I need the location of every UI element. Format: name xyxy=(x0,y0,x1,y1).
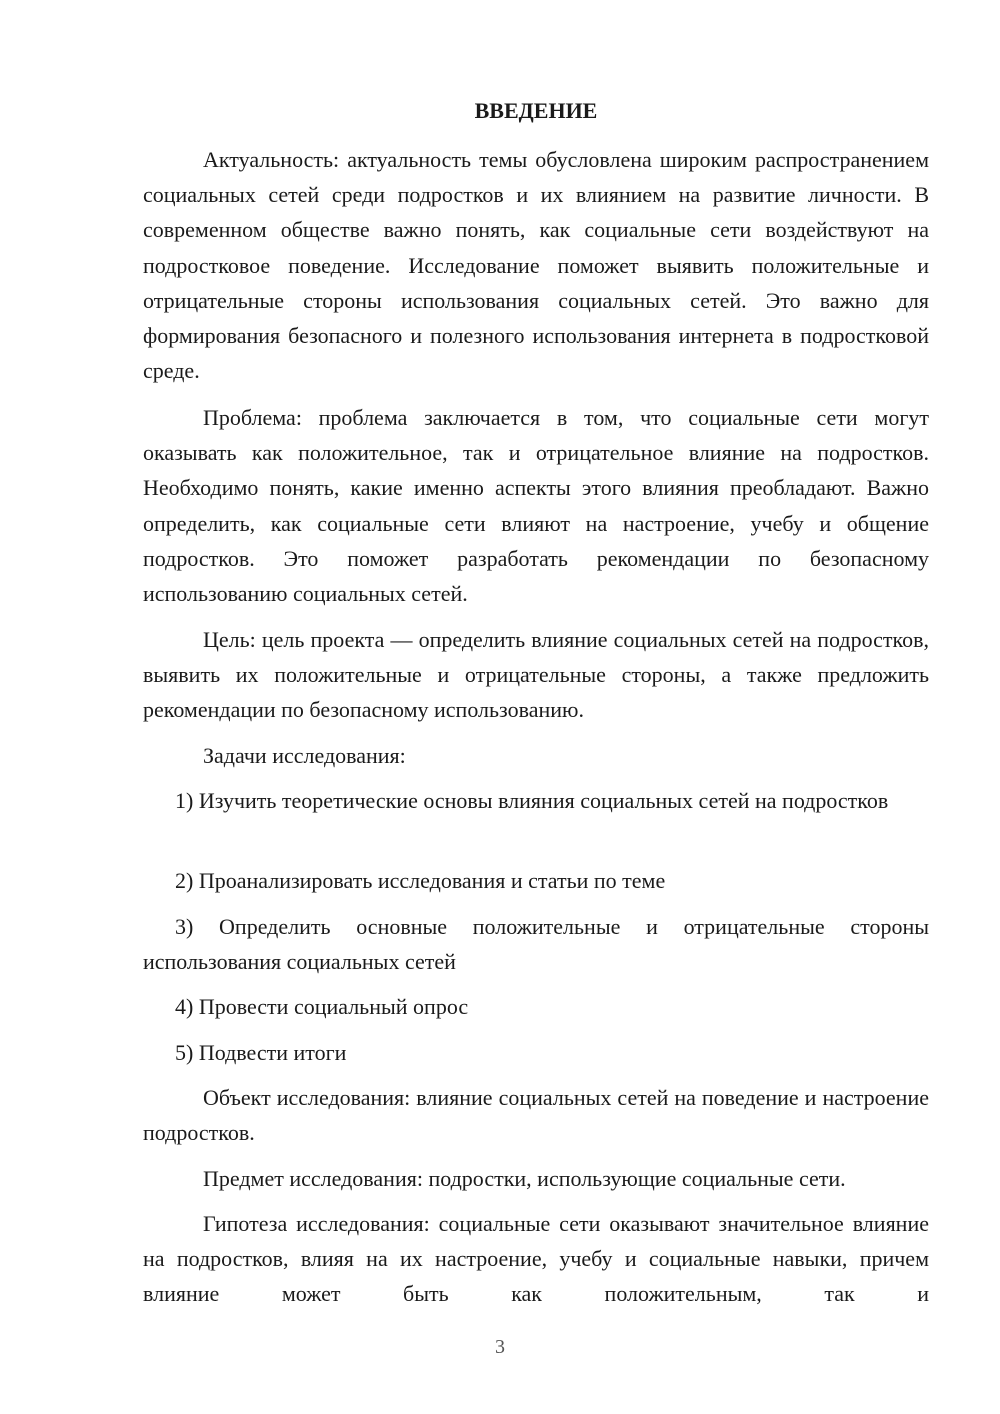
task-item-5: 5) Подвести итоги xyxy=(175,1040,347,1065)
paragraph-goal: Цель: цель проекта — определить влияние социальных сетей на подростков, выявить их положительные и отрицательные стороны, а также предложить рекомендации по безопасному использованию. xyxy=(143,627,929,723)
task-item-4: 4) Провести социальный опрос xyxy=(175,994,469,1019)
page-number: 3 xyxy=(495,1336,505,1358)
tasks-title: Задачи исследования: xyxy=(203,743,406,768)
paragraph-problem: Проблема: проблема заключается в том, что социальные сети могут оказывать как положительное, так и отрицательное влияние на подростков. Необходимо понять, какие именно аспекты этого влияния преобладают. Важно определить, как социальные сети влияют на настроение, учебу и общение подростков. Это поможет разработать рекомендации по безопасному использованию социальных сетей. xyxy=(143,405,929,607)
paragraph-subject: Предмет исследования: подростки, использующие социальные сети. xyxy=(203,1166,846,1191)
task-item-3: 3) Определить основные положительные и отрицательные стороны использования социальных сетей xyxy=(143,914,929,975)
section-heading: ВВЕДЕНИЕ xyxy=(474,98,598,123)
paragraph-relevance: Актуальность: актуальность темы обусловлена широким распространением социальных сетей среди подростков и их влиянием на развитие личности. В современном обществе важно понять, как социальные сети воздействуют на подростковое поведение. Исследование поможет выявить положительные и отрицательные стороны использования социальных сетей. Это важно для формирования безопасного и полезного использования интернета в подростковой среде. xyxy=(143,147,929,384)
task-item-1: 1) Изучить теоретические основы влияния социальных сетей на подростков xyxy=(175,788,889,813)
paragraph-hypothesis: Гипотеза исследования: социальные сети оказывают значительное влияние на подростков, влияя на их настроение, учебу и социальные навыки, причем влияние может быть как положительным, так и xyxy=(143,1211,929,1307)
paragraph-object: Объект исследования: влияние социальных сетей на поведение и настроение подростков. xyxy=(143,1085,929,1146)
task-item-2: 2) Проанализировать исследования и статьи по теме xyxy=(175,868,666,893)
